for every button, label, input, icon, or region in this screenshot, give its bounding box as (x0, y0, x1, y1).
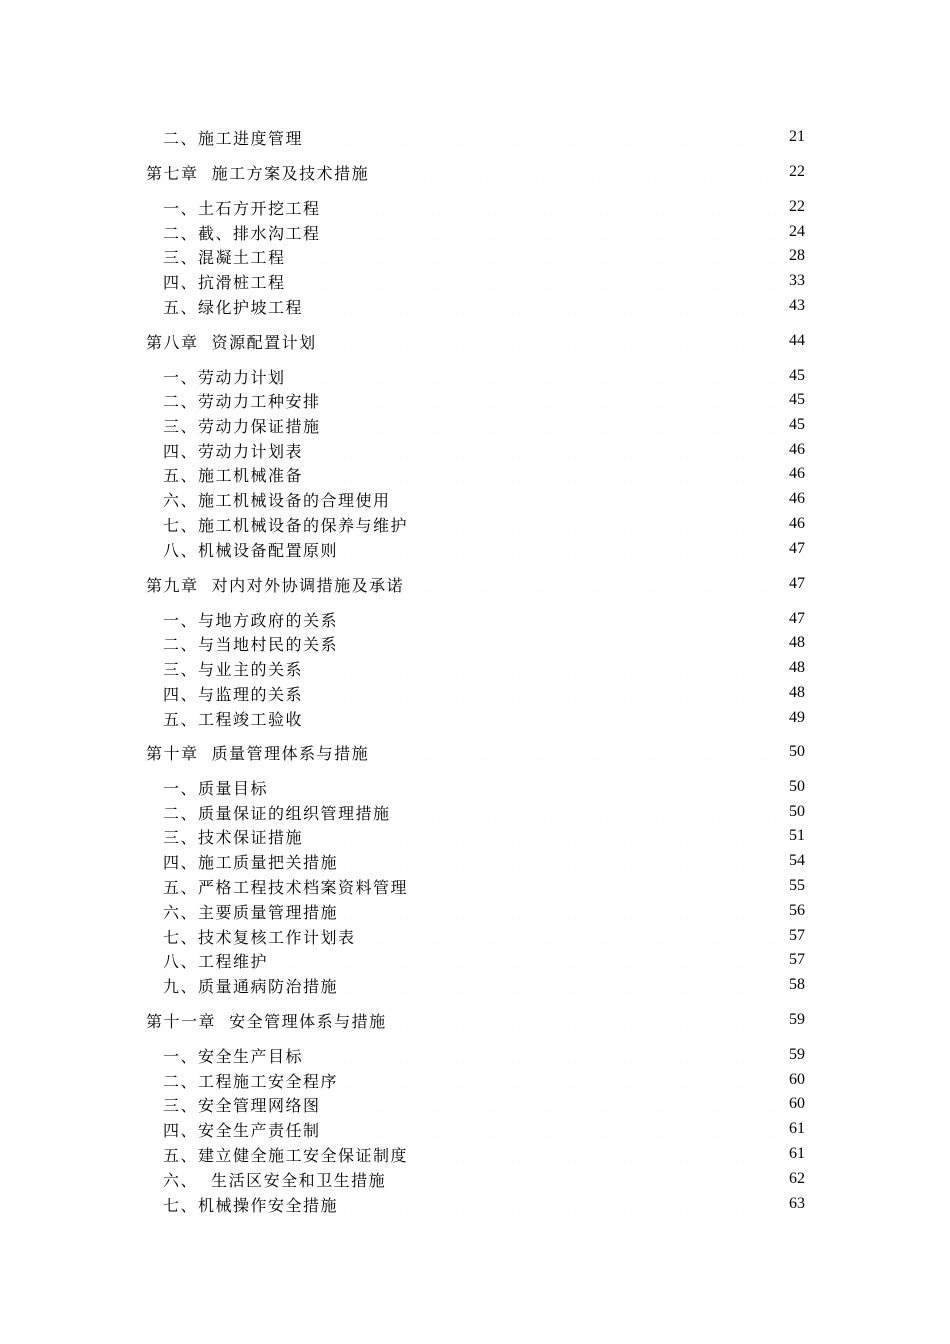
toc-entry-title: 一、劳动力计划 (163, 367, 286, 387)
dot-leader (341, 977, 782, 993)
toc-section-entry[interactable] (0, 849, 950, 873)
toc-section-entry[interactable] (0, 294, 950, 318)
dot-leader (271, 779, 782, 795)
dot-leader (341, 611, 782, 627)
toc-section-entry[interactable] (0, 413, 950, 437)
toc-page-number: 61 (789, 1120, 805, 1137)
toc-entry-title: 五、绿化护坡工程 (163, 297, 304, 317)
toc-page-number: 61 (789, 1145, 805, 1162)
toc-entry-title: 三、与业主的关系 (163, 659, 304, 679)
toc-chapter-entry[interactable] (0, 329, 950, 353)
toc-entry-title: 五、工程竣工验收 (163, 709, 304, 729)
dot-leader (394, 804, 782, 820)
toc-page-number: 46 (789, 490, 805, 507)
toc-section-entry[interactable] (0, 824, 950, 848)
toc-page-number: 49 (789, 709, 805, 726)
toc-section-entry[interactable] (0, 631, 950, 655)
toc-section-entry[interactable] (0, 364, 950, 388)
toc-entry-title: 二、工程施工安全程序 (163, 1071, 339, 1091)
toc-chapter-entry[interactable] (0, 740, 950, 764)
toc-page-number: 50 (789, 803, 805, 820)
toc-section-entry[interactable] (0, 537, 950, 561)
toc-page-number: 54 (789, 852, 805, 869)
toc-chapter-entry[interactable] (0, 572, 950, 596)
dot-leader (306, 1047, 782, 1063)
toc-page-number: 56 (789, 902, 805, 919)
dot-leader (341, 541, 782, 557)
toc-page-number: 43 (789, 297, 805, 314)
dot-leader (341, 1196, 782, 1212)
dot-leader (306, 660, 782, 676)
toc-section-entry[interactable] (0, 1043, 950, 1067)
toc-page-number: 47 (789, 540, 805, 557)
toc-section-entry[interactable] (0, 1167, 950, 1191)
toc-section-entry[interactable] (0, 487, 950, 511)
toc-entry-title: 四、抗滑桩工程 (163, 272, 286, 292)
toc-chapter-entry[interactable] (0, 1008, 950, 1032)
toc-entry-title: 三、劳动力保证措施 (163, 416, 321, 436)
toc-section-entry[interactable] (0, 874, 950, 898)
toc-page-number: 55 (789, 877, 805, 894)
dot-leader (359, 928, 782, 944)
dot-leader (324, 1121, 782, 1137)
dot-leader (289, 368, 782, 384)
toc-chapter-entry[interactable] (0, 160, 950, 184)
toc-section-entry[interactable] (0, 388, 950, 412)
toc-entry-title: 一、质量目标 (163, 778, 269, 798)
toc-section-entry[interactable] (0, 1092, 950, 1116)
toc-entry-title: 第七章 施工方案及技术措施 (146, 163, 370, 183)
toc-entry-title: 三、混凝土工程 (163, 247, 286, 267)
dot-leader (324, 224, 782, 240)
dot-leader (341, 853, 782, 869)
dot-leader (306, 710, 782, 726)
toc-page-number: 46 (789, 515, 805, 532)
dot-leader (372, 164, 782, 180)
toc-entry-title: 五、施工机械准备 (163, 465, 304, 485)
toc-page-number: 48 (789, 634, 805, 651)
dot-leader (389, 1171, 782, 1187)
toc-entry-title: 第十一章 安全管理体系与措施 (146, 1011, 387, 1031)
toc-entry-title: 第八章 资源配置计划 (146, 332, 317, 352)
toc-page-number: 57 (789, 927, 805, 944)
dot-leader (372, 744, 782, 760)
toc-page-number: 59 (789, 1011, 805, 1028)
toc-page-number: 45 (789, 391, 805, 408)
toc-entry-title: 四、施工质量把关措施 (163, 852, 339, 872)
dot-leader (289, 273, 782, 289)
dot-leader (324, 417, 782, 433)
dot-leader (324, 199, 782, 215)
toc-section-entry[interactable] (0, 800, 950, 824)
toc-section-entry[interactable] (0, 899, 950, 923)
toc-section-entry[interactable] (0, 125, 950, 149)
toc-entry-title: 第九章 对内对外协调措施及承诺 (146, 575, 405, 595)
toc-entry-title: 一、与地方政府的关系 (163, 610, 339, 630)
toc-entry-title: 四、与监理的关系 (163, 684, 304, 704)
toc-page-number: 50 (789, 743, 805, 760)
toc-page-number: 48 (789, 659, 805, 676)
toc-section-entry[interactable] (0, 220, 950, 244)
toc-section-entry[interactable] (0, 706, 950, 730)
toc-entry-title: 一、安全生产目标 (163, 1046, 304, 1066)
toc-page-number: 21 (789, 128, 805, 145)
toc-page-number: 45 (789, 416, 805, 433)
toc-entry-title: 二、与当地村民的关系 (163, 634, 339, 654)
toc-page-number: 58 (789, 976, 805, 993)
toc-page-number: 60 (789, 1095, 805, 1112)
toc-section-entry[interactable] (0, 1068, 950, 1092)
toc-section-entry[interactable] (0, 244, 950, 268)
toc-section-entry[interactable] (0, 1117, 950, 1141)
dot-leader (390, 1012, 782, 1028)
toc-section-entry[interactable] (0, 1142, 950, 1166)
dot-leader (411, 1146, 782, 1162)
toc-page-number: 46 (789, 465, 805, 482)
dot-leader (306, 685, 782, 701)
toc-entry-title: 一、土石方开挖工程 (163, 198, 321, 218)
toc-entry-title: 七、机械操作安全措施 (163, 1195, 339, 1215)
toc-page-number: 28 (789, 247, 805, 264)
toc-entry-title: 二、施工进度管理 (163, 128, 304, 148)
toc-entry-title: 五、建立健全施工安全保证制度 (163, 1145, 409, 1165)
dot-leader (407, 576, 782, 592)
toc-entry-title: 八、工程维护 (163, 951, 269, 971)
toc-section-entry[interactable] (0, 656, 950, 680)
toc-section-entry[interactable] (0, 512, 950, 536)
toc-entry-title: 三、安全管理网络图 (163, 1095, 321, 1115)
toc-page-number: 44 (789, 332, 805, 349)
dot-leader (306, 129, 782, 145)
toc-entry-title: 二、劳动力工种安排 (163, 391, 321, 411)
dot-leader (341, 1072, 782, 1088)
toc-section-entry[interactable] (0, 973, 950, 997)
toc-entry-title: 九、质量通病防治措施 (163, 976, 339, 996)
toc-section-entry[interactable] (0, 1192, 950, 1216)
toc-page-number: 50 (789, 778, 805, 795)
toc-section-entry[interactable] (0, 681, 950, 705)
dot-leader (271, 952, 782, 968)
toc-entry-title: 五、严格工程技术档案资料管理 (163, 877, 409, 897)
toc-page-number: 45 (789, 367, 805, 384)
toc-page-number: 57 (789, 951, 805, 968)
toc-page-number: 60 (789, 1071, 805, 1088)
toc-section-entry[interactable] (0, 438, 950, 462)
toc-entry-title: 六、施工机械设备的合理使用 (163, 490, 391, 510)
toc-entry-title: 二、质量保证的组织管理措施 (163, 803, 391, 823)
toc-section-entry[interactable] (0, 195, 950, 219)
dot-leader (289, 248, 782, 264)
dot-leader (411, 516, 782, 532)
dot-leader (324, 392, 782, 408)
toc-page-number: 47 (789, 610, 805, 627)
toc-entry-title: 六、主要质量管理措施 (163, 902, 339, 922)
toc-entry-title: 四、安全生产责任制 (163, 1120, 321, 1140)
toc-entry-title: 七、技术复核工作计划表 (163, 927, 356, 947)
toc-section-entry[interactable] (0, 607, 950, 631)
toc-section-entry[interactable] (0, 269, 950, 293)
toc-entry-title: 六、 生活区安全和卫生措施 (163, 1170, 387, 1190)
toc-page-number: 63 (789, 1195, 805, 1212)
toc-page-number: 47 (789, 575, 805, 592)
toc-entry-title: 第十章 质量管理体系与措施 (146, 743, 370, 763)
toc-section-entry[interactable] (0, 462, 950, 486)
toc-page-number: 59 (789, 1046, 805, 1063)
toc-page-number: 22 (789, 163, 805, 180)
dot-leader (411, 878, 782, 894)
toc-section-entry[interactable] (0, 948, 950, 972)
toc-entry-title: 二、截、排水沟工程 (163, 223, 321, 243)
dot-leader (320, 333, 782, 349)
dot-leader (306, 466, 782, 482)
toc-page-number: 22 (789, 198, 805, 215)
toc-page-number: 62 (789, 1170, 805, 1187)
toc-page-number: 33 (789, 272, 805, 289)
dot-leader (306, 298, 782, 314)
toc-page-number: 51 (789, 827, 805, 844)
dot-leader (341, 635, 782, 651)
dot-leader (394, 491, 782, 507)
toc-entry-title: 七、施工机械设备的保养与维护 (163, 515, 409, 535)
toc-page-number: 48 (789, 684, 805, 701)
dot-leader (341, 903, 782, 919)
toc-section-entry[interactable] (0, 775, 950, 799)
toc-entry-title: 四、劳动力计划表 (163, 441, 304, 461)
toc-entry-title: 八、机械设备配置原则 (163, 540, 339, 560)
toc-entry-title: 三、技术保证措施 (163, 827, 304, 847)
toc-page-number: 24 (789, 223, 805, 240)
dot-leader (306, 442, 782, 458)
dot-leader (306, 828, 782, 844)
dot-leader (324, 1096, 782, 1112)
toc-page-number: 46 (789, 441, 805, 458)
toc-section-entry[interactable] (0, 924, 950, 948)
